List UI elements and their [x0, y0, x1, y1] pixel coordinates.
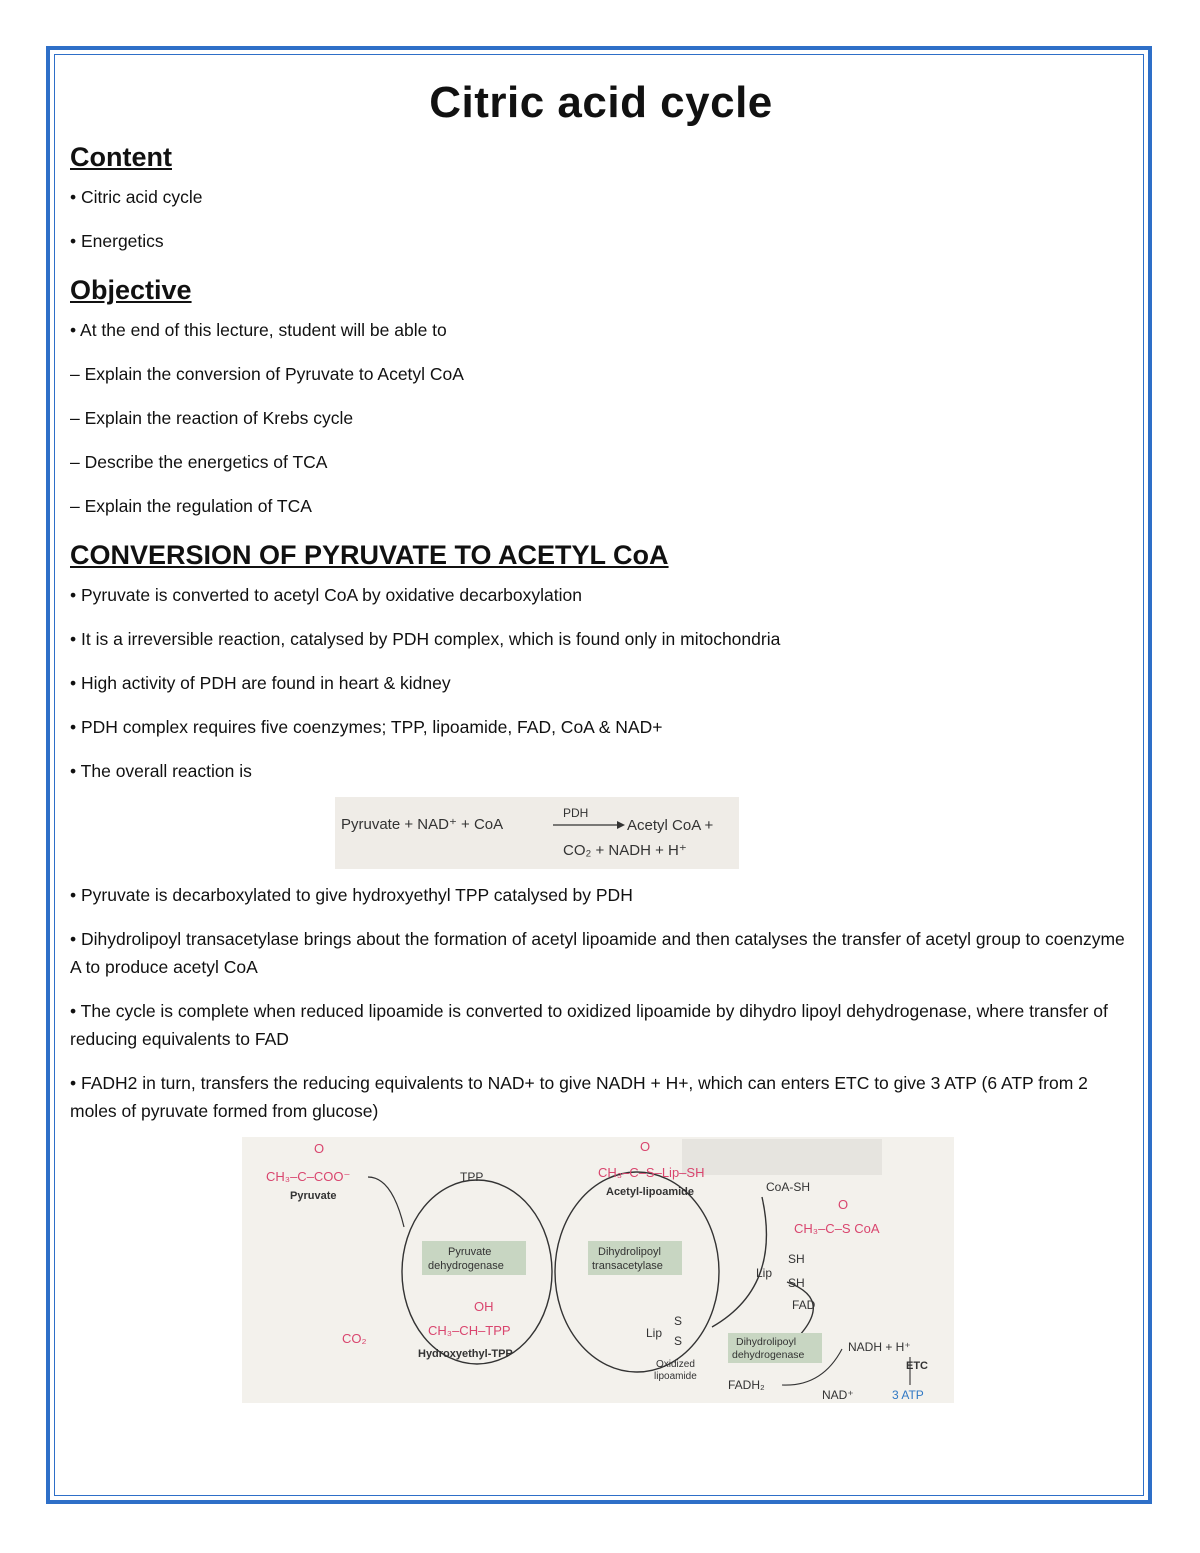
- conversion-item: • The overall reaction is: [70, 761, 252, 781]
- pyruvate-oxygen: O: [314, 1141, 325, 1156]
- etc-label: ETC: [906, 1360, 928, 1372]
- fad-label: FAD: [792, 1298, 816, 1312]
- coa-sh-label: CoA-SH: [766, 1180, 811, 1194]
- conversion-item: • Pyruvate is decarboxylated to give hydroxyethyl TPP catalysed by PDH: [70, 885, 633, 905]
- acetyl-lipoamide-label: Acetyl-lipoamide: [606, 1186, 695, 1198]
- background-panel: [682, 1139, 882, 1175]
- atp-label: 3 ATP: [892, 1388, 924, 1402]
- lip-reduced-label: Lip: [756, 1266, 773, 1280]
- co2-label: CO₂: [342, 1331, 367, 1346]
- conversion-heading: CONVERSION OF PYRUVATE TO ACETYL CoA: [70, 540, 669, 570]
- enzyme1-line1: Pyruvate: [448, 1246, 492, 1258]
- conversion-item: • PDH complex requires five coenzymes; TPP, lipoamide, FAD, CoA & NAD+: [70, 717, 663, 737]
- objective-item: – Explain the reaction of Krebs cycle: [70, 408, 354, 428]
- oxidized-line1: Oxidized: [656, 1359, 695, 1370]
- objective-item: – Describe the energetics of TCA: [70, 452, 328, 472]
- nadh-label: NADH + H⁺: [848, 1340, 911, 1354]
- equation-enzyme: PDH: [563, 806, 589, 820]
- s-bottom: S: [674, 1334, 683, 1348]
- hydroxy-oh: OH: [474, 1299, 494, 1314]
- pyruvate-label: Pyruvate: [290, 1190, 337, 1202]
- objective-item: – Explain the conversion of Pyruvate to Acetyl CoA: [70, 364, 464, 384]
- enzyme2-line2: transacetylase: [592, 1260, 663, 1272]
- equation-right-bottom: CO₂ + NADH + H⁺: [563, 842, 687, 859]
- conversion-item: • It is a irreversible reaction, catalysed by PDH complex, which is found only in mitochondria: [70, 629, 781, 649]
- acetylcoa-oxygen: O: [838, 1197, 849, 1212]
- objective-item: – Explain the regulation of TCA: [70, 496, 312, 516]
- hydroxyethyl-tpp-label: Hydroxyethyl-TPP: [418, 1348, 513, 1360]
- objective-item: • At the end of this lecture, student will be able to: [70, 320, 447, 340]
- acetyl-oxygen: O: [640, 1139, 651, 1154]
- pyruvate-formula: CH₃–C–COO⁻: [266, 1169, 351, 1184]
- overall-reaction-equation: [335, 797, 739, 869]
- objective-heading: Objective: [70, 275, 192, 305]
- conversion-item: • The cycle is complete when reduced lipoamide is converted to oxidized lipoamide by dihydro lipoyl dehydrogenase, where transfer of reducing equivalents to FAD: [70, 1001, 1108, 1049]
- sh-top: SH: [788, 1252, 805, 1266]
- sh-bottom: SH: [788, 1276, 805, 1290]
- conversion-item: • Dihydrolipoyl transacetylase brings about the formation of acetyl lipoamide and then catalyses the transfer of acetyl group to coenzyme A to produce acetyl CoA: [70, 929, 1125, 977]
- oxidized-line2: lipoamide: [654, 1371, 697, 1382]
- page-title: Citric acid cycle: [429, 78, 773, 127]
- enzyme2-line1: Dihydrolipoyl: [598, 1246, 661, 1258]
- conversion-item: • FADH2 in turn, transfers the reducing equivalents to NAD+ to give NADH + H+, which can enters ETC to give 3 ATP (6 ATP from 2 moles of pyruvate formed from glucose): [70, 1073, 1088, 1121]
- nad-label: NAD⁺: [822, 1388, 854, 1402]
- equation-right-top: Acetyl CoA +: [627, 817, 714, 834]
- pdh-mechanism-diagram: [242, 1137, 954, 1403]
- hydroxyethyl-tpp-formula: CH₃–CH–TPP: [428, 1323, 511, 1338]
- enzyme3-line1: Dihydrolipoyl: [736, 1336, 797, 1348]
- conversion-item: • High activity of PDH are found in heart & kidney: [70, 673, 451, 693]
- content-heading: Content: [70, 142, 172, 172]
- document-body: [70, 78, 1132, 1403]
- arrowhead: [617, 821, 625, 829]
- enzyme3-line2: dehydrogenase: [732, 1349, 805, 1361]
- pyruvate-arrow: [368, 1177, 404, 1227]
- content-item: • Energetics: [70, 231, 164, 251]
- content-item: • Citric acid cycle: [70, 187, 203, 207]
- s-top: S: [674, 1314, 683, 1328]
- acetyl-lipoamide-formula: CH₃–C–S–Lip–SH: [598, 1165, 705, 1180]
- tpp-label: TPP: [460, 1170, 484, 1184]
- lip-oxidized-label: Lip: [646, 1326, 663, 1340]
- enzyme1-line2: dehydrogenase: [428, 1260, 504, 1272]
- conversion-item: • Pyruvate is converted to acetyl CoA by oxidative decarboxylation: [70, 585, 582, 605]
- acetyl-coa-formula: CH₃–C–S CoA: [794, 1221, 880, 1236]
- equation-left: Pyruvate + NAD⁺ + CoA: [341, 816, 504, 833]
- fadh2-label: FADH₂: [728, 1378, 765, 1392]
